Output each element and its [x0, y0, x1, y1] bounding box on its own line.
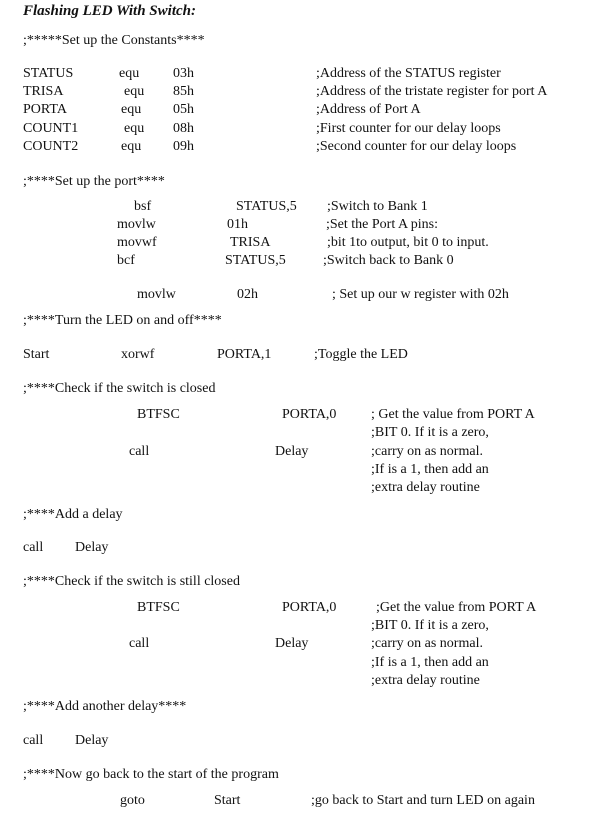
- instruction-mnemonic: movlw: [137, 287, 176, 302]
- instruction-mnemonic: call: [129, 444, 150, 459]
- instruction-comment: ;extra delay routine: [371, 673, 480, 688]
- instruction-mnemonic: bsf: [134, 199, 152, 214]
- instruction-mnemonic: call: [129, 636, 150, 651]
- constant-name: COUNT1: [23, 121, 79, 136]
- section-comment-port: ;****Set up the port****: [23, 174, 165, 189]
- instruction-mnemonic: call: [23, 540, 44, 555]
- instruction-operand: PORTA,0: [282, 600, 337, 615]
- constant-value: 08h: [173, 121, 194, 136]
- instruction-comment: ;Switch to Bank 1: [327, 199, 428, 214]
- instruction-comment: ; Get the value from PORT A: [371, 407, 535, 422]
- constant-name: STATUS: [23, 66, 74, 81]
- constant-comment: ;Address of the STATUS register: [316, 66, 501, 81]
- section-comment-led: ;****Turn the LED on and off****: [23, 313, 222, 328]
- section-comment-goto: ;****Now go back to the start of the program: [23, 767, 279, 782]
- code-label-start: Start: [23, 347, 50, 362]
- instruction-comment: ;If is a 1, then add an: [371, 462, 489, 477]
- constant-directive: equ: [121, 102, 142, 117]
- section-comment-constants: ;*****Set up the Constants****: [23, 33, 205, 48]
- instruction-mnemonic: bcf: [117, 253, 135, 268]
- instruction-comment: ;carry on as normal.: [371, 636, 483, 651]
- constant-value: 09h: [173, 139, 194, 154]
- instruction-operand: PORTA,0: [282, 407, 337, 422]
- instruction-mnemonic: movwf: [117, 235, 157, 250]
- constant-value: 85h: [173, 84, 194, 99]
- instruction-comment: ;Switch back to Bank 0: [323, 253, 454, 268]
- instruction-comment: ;BIT 0. If it is a zero,: [371, 425, 489, 440]
- section-comment-switch-check: ;****Check if the switch is closed: [23, 381, 216, 396]
- instruction-mnemonic: call: [23, 733, 44, 748]
- instruction-operand: Delay: [75, 540, 109, 555]
- constant-comment: ;Address of the tristate register for port A: [316, 84, 548, 99]
- instruction-operand: STATUS,5: [236, 199, 297, 214]
- instruction-mnemonic: xorwf: [121, 347, 155, 362]
- constant-value: 05h: [173, 102, 194, 117]
- instruction-comment: ;If is a 1, then add an: [371, 655, 489, 670]
- section-comment-delay: ;****Add a delay: [23, 507, 123, 522]
- constant-comment: ;Address of Port A: [316, 102, 421, 117]
- instruction-comment: ;bit 1to output, bit 0 to input.: [327, 235, 489, 250]
- constant-directive: equ: [124, 121, 145, 136]
- instruction-comment: ;Toggle the LED: [314, 347, 408, 362]
- instruction-operand: 02h: [237, 287, 258, 302]
- instruction-mnemonic: BTFSC: [137, 600, 180, 615]
- section-comment-another-delay: ;****Add another delay****: [23, 699, 187, 714]
- constant-comment: ;Second counter for our delay loops: [316, 139, 517, 154]
- instruction-comment: ;BIT 0. If it is a zero,: [371, 618, 489, 633]
- instruction-comment: ;go back to Start and turn LED on again: [311, 793, 535, 808]
- instruction-mnemonic: goto: [120, 793, 145, 808]
- constant-directive: equ: [119, 66, 140, 81]
- section-comment-switch-still-closed: ;****Check if the switch is still closed: [23, 574, 240, 589]
- constant-name: PORTA: [23, 102, 67, 117]
- constant-directive: equ: [121, 139, 142, 154]
- instruction-comment: ;Set the Port A pins:: [326, 217, 439, 232]
- instruction-comment: ;Get the value from PORT A: [376, 600, 537, 615]
- instruction-operand: TRISA: [230, 235, 271, 250]
- instruction-mnemonic: BTFSC: [137, 407, 180, 422]
- instruction-operand: STATUS,5: [225, 253, 286, 268]
- instruction-comment: ;extra delay routine: [371, 480, 480, 495]
- page-title: Flashing LED With Switch:: [23, 3, 196, 19]
- instruction-comment: ;carry on as normal.: [371, 444, 483, 459]
- constant-directive: equ: [124, 84, 145, 99]
- instruction-operand: Delay: [75, 733, 109, 748]
- instruction-operand: Delay: [275, 636, 309, 651]
- constant-value: 03h: [173, 66, 194, 81]
- instruction-mnemonic: movlw: [117, 217, 156, 232]
- constant-name: TRISA: [23, 84, 64, 99]
- instruction-operand: PORTA,1: [217, 347, 272, 362]
- constant-comment: ;First counter for our delay loops: [316, 121, 501, 136]
- instruction-operand: Start: [214, 793, 241, 808]
- instruction-operand: Delay: [275, 444, 309, 459]
- constant-name: COUNT2: [23, 139, 79, 154]
- instruction-comment: ; Set up our w register with 02h: [332, 287, 509, 302]
- instruction-operand: 01h: [227, 217, 248, 232]
